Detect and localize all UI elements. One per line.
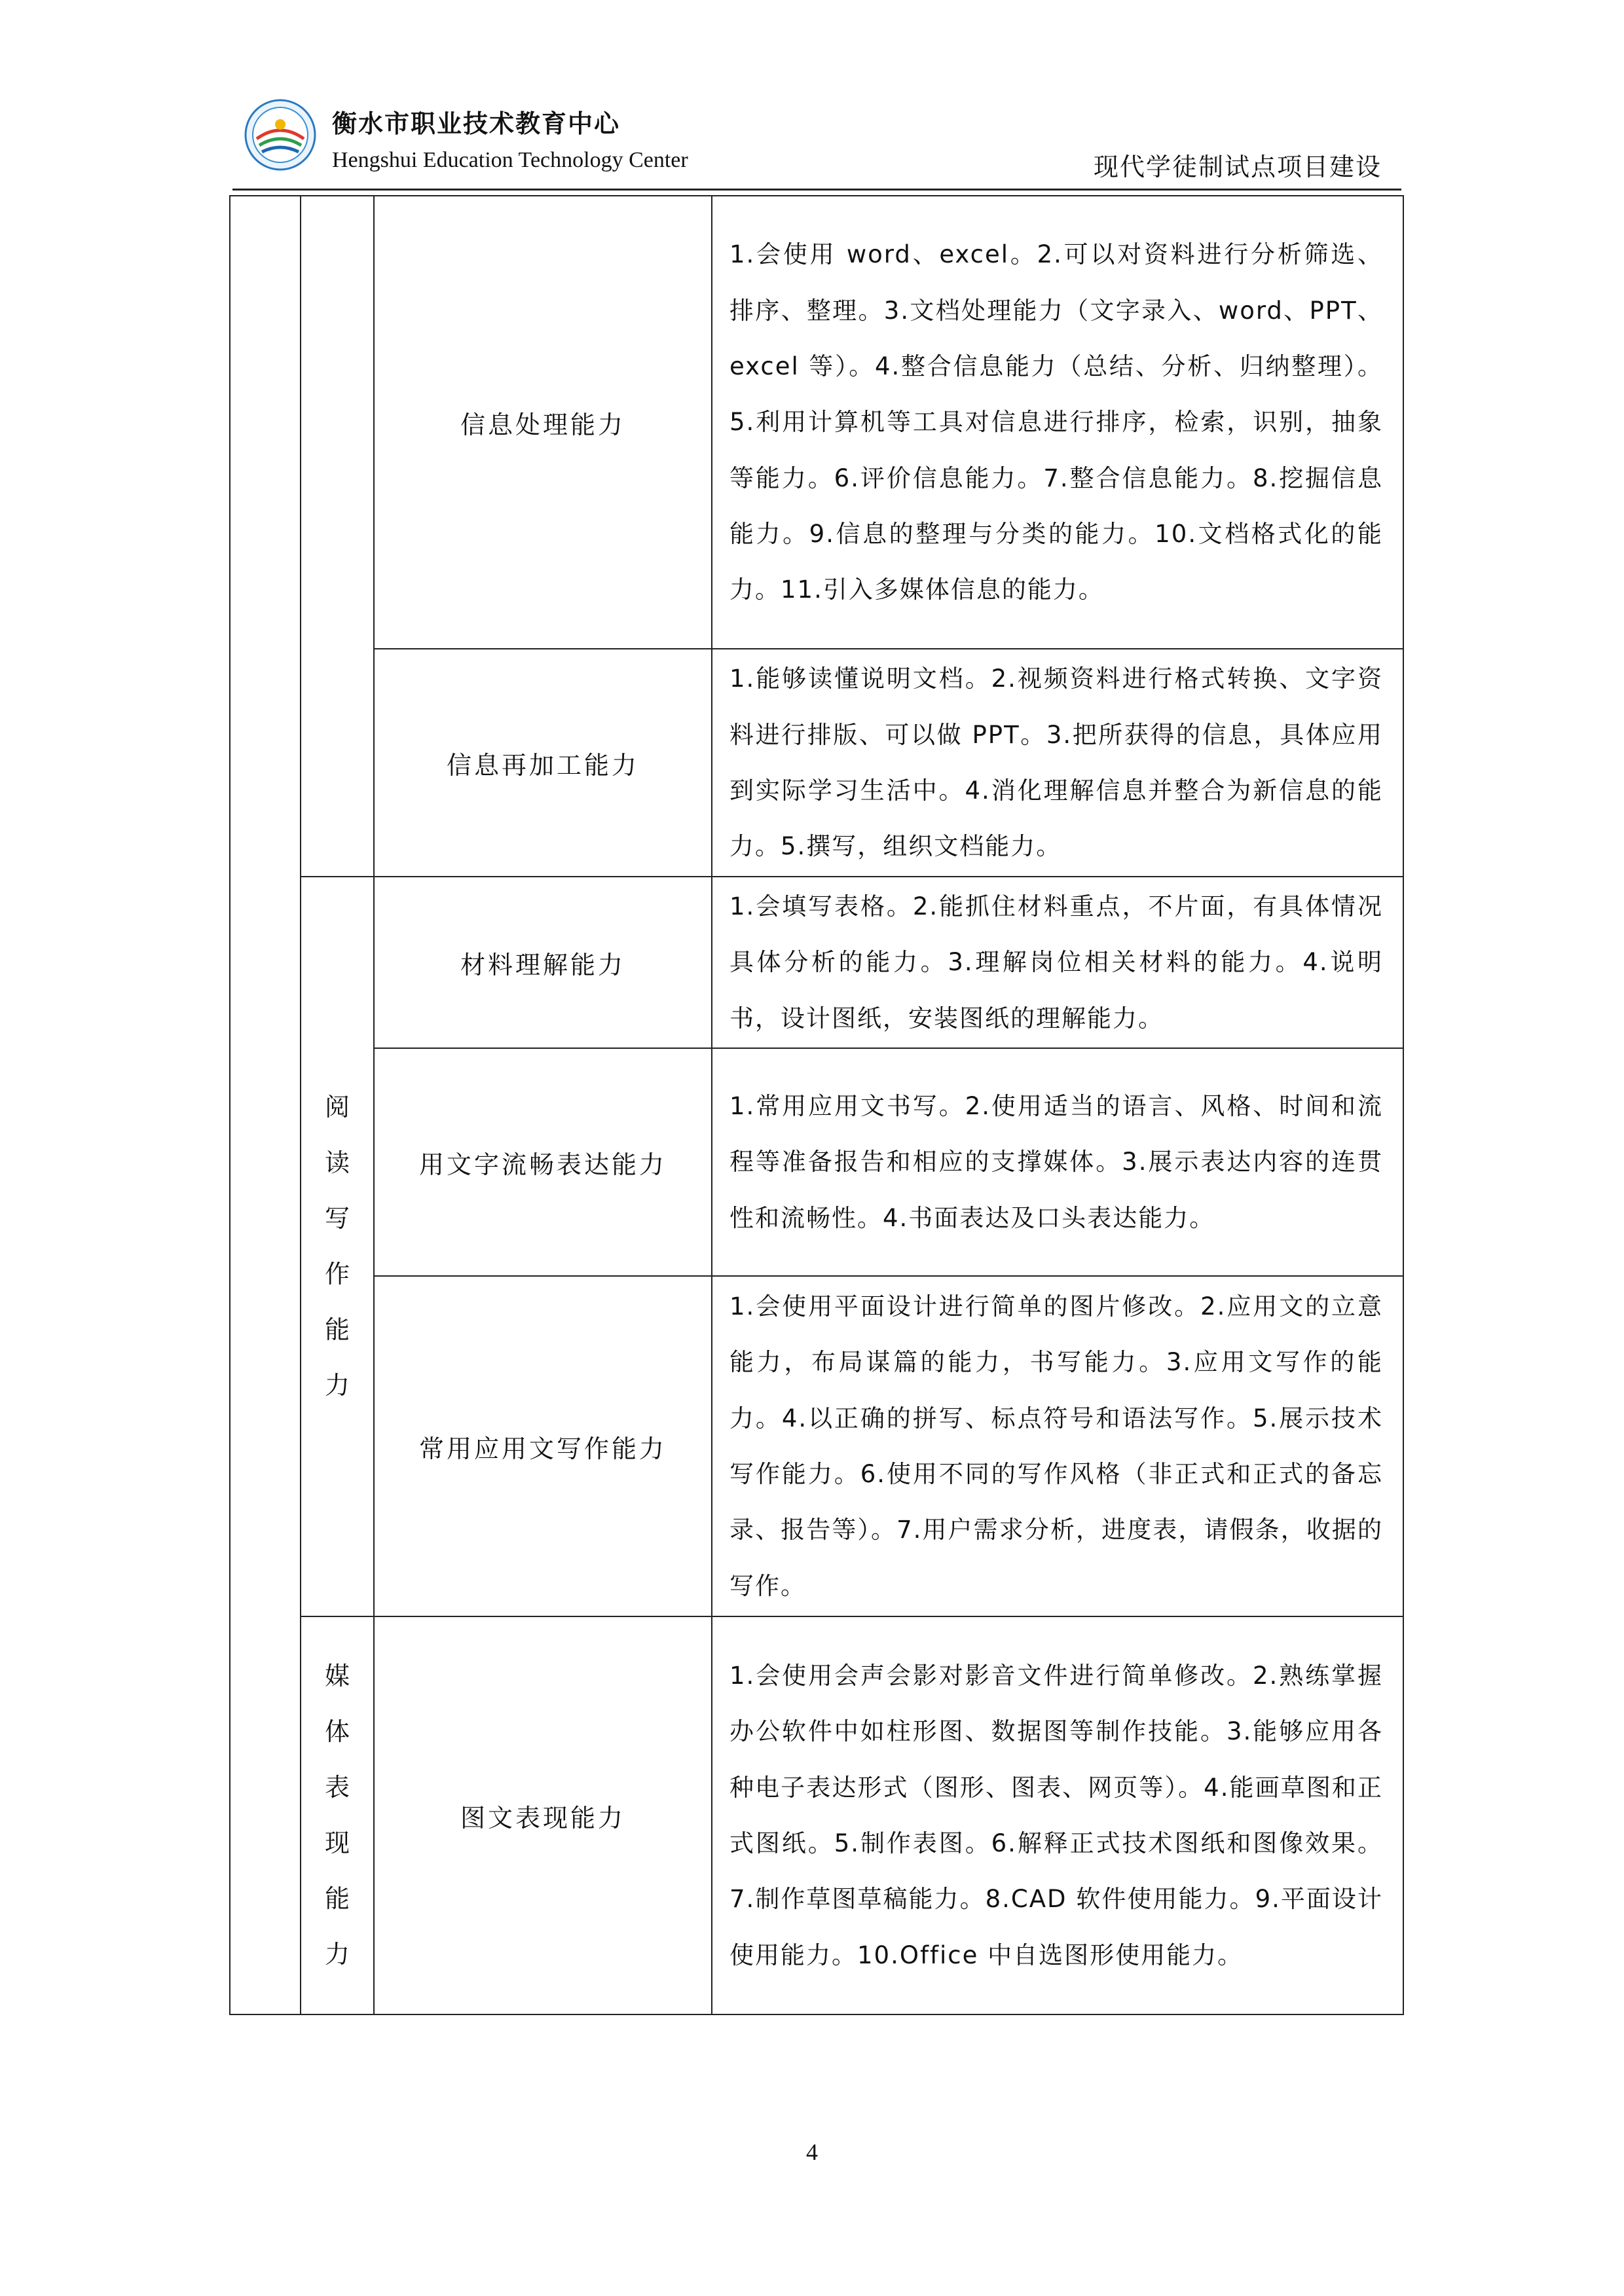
category-char: 媒 bbox=[324, 1662, 350, 1690]
table-row bbox=[230, 877, 1403, 1048]
competency-table bbox=[229, 195, 1404, 2015]
org-name-english: Hengshui Education Technology Center bbox=[332, 148, 688, 172]
table-row bbox=[230, 196, 1403, 649]
category-cell-media-expression bbox=[301, 1616, 374, 2014]
outer-category-cell bbox=[230, 196, 301, 2014]
category-char: 能 bbox=[324, 1884, 350, 1913]
category-char: 现 bbox=[324, 1829, 350, 1857]
table-row bbox=[230, 1048, 1403, 1276]
subcategory-cell: 信息再加工能力 bbox=[374, 649, 712, 877]
subcategory-cell: 材料理解能力 bbox=[374, 877, 712, 1048]
category-char: 力 bbox=[324, 1371, 350, 1400]
category-char: 表 bbox=[324, 1773, 350, 1802]
category-char: 作 bbox=[324, 1260, 350, 1288]
category-char: 阅 bbox=[324, 1093, 350, 1121]
table-row bbox=[230, 649, 1403, 877]
page-header bbox=[244, 92, 1388, 189]
description-cell: 1.会填写表格。2.能抓住材料重点，不片面，有具体情况具体分析的能力。3.理解岗位相关材料的能力。4.说明书，设计图纸，安装图纸的理解能力。 bbox=[712, 877, 1403, 1048]
project-title: 现代学徒制试点项目建设 bbox=[1093, 153, 1382, 181]
school-logo-icon bbox=[244, 98, 317, 172]
description-cell: 1.常用应用文书写。2.使用适当的语言、风格、时间和流程等准备报告和相应的支撑媒体。3.展示表达内容的连贯性和流畅性。4.书面表达及口头表达能力。 bbox=[712, 1048, 1403, 1276]
description-cell: 1.能够读懂说明文档。2.视频资料进行格式转换、文字资料进行排版、可以做 PPT。3.把所获得的信息，具体应用到实际学习生活中。4.消化理解信息并整合为新信息的能力。5.撰写，组织文档能力。 bbox=[712, 649, 1403, 877]
category-char: 能 bbox=[324, 1315, 350, 1344]
category-char: 体 bbox=[324, 1717, 350, 1746]
description-cell: 1.会使用平面设计进行简单的图片修改。2.应用文的立意能力，布局谋篇的能力，书写能力。3.应用文写作的能力。4.以正确的拼写、标点符号和语法写作。5.展示技术写作能力。6.使用不同的写作风格（非正式和正式的备忘录、报告等）。7.用户需求分析，进度表，请假条，收据的写作。 bbox=[712, 1276, 1403, 1616]
subcategory-cell: 信息处理能力 bbox=[374, 196, 712, 649]
page-number: 4 bbox=[806, 2139, 818, 2165]
header-divider bbox=[232, 189, 1401, 191]
org-name-chinese: 衡水市职业技术教育中心 bbox=[332, 109, 621, 138]
table-row bbox=[230, 1276, 1403, 1616]
category-char: 写 bbox=[324, 1204, 350, 1233]
category-char: 力 bbox=[324, 1940, 350, 1969]
subcategory-cell: 图文表现能力 bbox=[374, 1616, 712, 2014]
table-row bbox=[230, 1616, 1403, 2014]
description-cell: 1.会使用 word、excel。2.可以对资料进行分析筛选、排序、整理。3.文档处理能力（文字录入、word、PPT、excel 等）。4.整合信息能力（总结、分析、归纳整理）。5.利用计算机等工具对信息进行排序，检索，识别，抽象等能力。6.评价信息能力。7.整合信息能力。8.挖掘信息能力。9.信息的整理与分类的能力。10.文档格式化的能力。11.引入多媒体信息的能力。 bbox=[712, 196, 1403, 649]
subcategory-cell: 用文字流畅表达能力 bbox=[374, 1048, 712, 1276]
category-char: 读 bbox=[324, 1148, 350, 1177]
description-cell: 1.会使用会声会影对影音文件进行简单修改。2.熟练掌握办公软件中如柱形图、数据图等制作技能。3.能够应用各种电子表达形式（图形、图表、网页等）。4.能画草图和正式图纸。5.制作表图。6.解释正式技术图纸和图像效果。7.制作草图草稿能力。8.CAD 软件使用能力。9.平面设计使用能力。10.Office 中自选图形使用能力。 bbox=[712, 1616, 1403, 2014]
subcategory-cell: 常用应用文写作能力 bbox=[374, 1276, 712, 1616]
category-cell-reading-writing bbox=[301, 877, 374, 1616]
category-cell-empty bbox=[301, 196, 374, 877]
